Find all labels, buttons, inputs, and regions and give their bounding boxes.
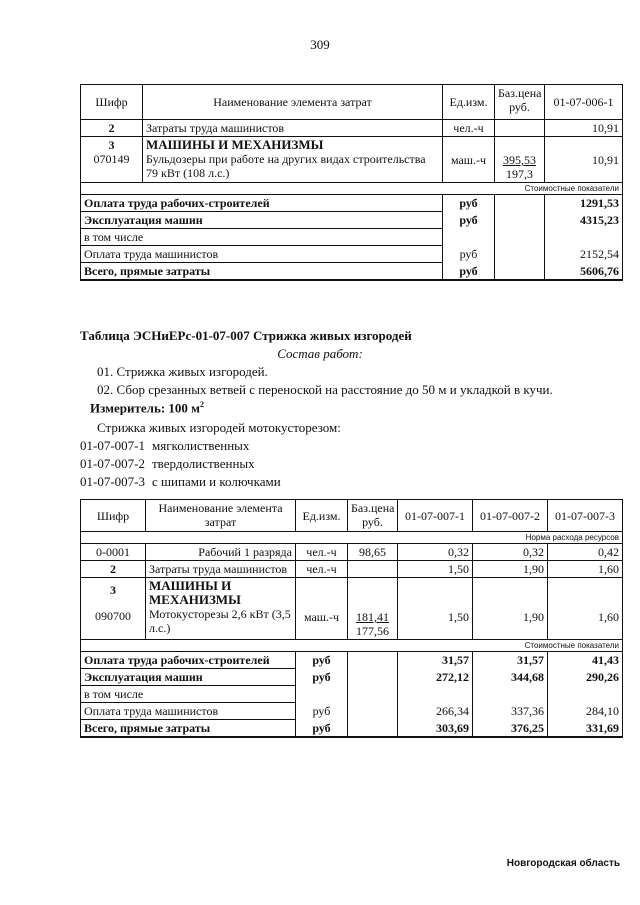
header-base-price: Баз.цена руб. xyxy=(495,85,545,120)
page-number: 309 xyxy=(310,37,330,52)
header-code: Шифр xyxy=(81,500,146,532)
region-footer: Новгородская область xyxy=(506,858,620,869)
cost-name: Оплата труда рабочих-строителей xyxy=(81,195,443,212)
cost-indicators-note: Стоимостные показатели xyxy=(81,183,623,195)
cost-row xyxy=(81,720,623,738)
table-title: Таблица ЭСНиЕРс-01-07-007 Стрижка живых изгородей xyxy=(80,328,412,343)
intro-text: Стрижка живых изгородей мотокусторезом: xyxy=(97,420,341,435)
cost-name: Оплата труда машинистов xyxy=(81,246,443,263)
cost-unit: руб xyxy=(296,669,348,686)
cost-name: Оплата труда машинистов xyxy=(81,703,296,720)
cost-name: Эксплуатация машин xyxy=(81,212,443,229)
section-heading: МАШИНЫ И МЕХАНИЗМЫ xyxy=(146,137,324,152)
row-value-3: 1,60 xyxy=(548,561,623,578)
row-value-1: 1,50 xyxy=(398,561,473,578)
cost-value-1: 272,12 xyxy=(398,669,473,686)
cost-value-2: 337,36 xyxy=(473,703,548,720)
cost-value-3 xyxy=(548,686,623,703)
resource-norm-note: Норма расхода ресурсов xyxy=(81,532,623,544)
cost-row xyxy=(81,195,623,212)
row-name: Бульдозеры при работе на других видах строительства 79 кВт (108 л.с.) xyxy=(146,152,426,180)
cost-value-3: 331,69 xyxy=(548,720,623,738)
row-price: 395,53 xyxy=(503,153,536,167)
cost-value-3: 41,43 xyxy=(548,652,623,669)
cost-row xyxy=(81,212,623,229)
cost-unit: руб xyxy=(296,652,348,669)
cost-name: Всего, прямые затраты xyxy=(81,720,296,738)
table-header-row xyxy=(81,500,623,532)
row-unit: чел.-ч xyxy=(296,544,348,561)
variant-item xyxy=(80,456,281,474)
cost-rows xyxy=(81,652,623,738)
cost-value-1: 266,34 xyxy=(398,703,473,720)
row-unit: чел.-ч xyxy=(443,120,495,137)
row-name: Затраты труда машинистов xyxy=(146,561,296,578)
row-code: 3 xyxy=(110,583,116,597)
row-value-1: 0,32 xyxy=(398,544,473,561)
resource-table-01-07-006 xyxy=(80,84,623,281)
cost-value: 1291,53 xyxy=(545,195,623,212)
cost-value: 5606,76 xyxy=(545,263,623,281)
row-code: 2 xyxy=(81,120,143,137)
cost-value-2: 376,25 xyxy=(473,720,548,738)
variant-name: твердолиственных xyxy=(152,456,255,471)
table-row xyxy=(81,561,623,578)
cost-value-1: 303,69 xyxy=(398,720,473,738)
row-code: 0-0001 xyxy=(81,544,146,561)
cost-row xyxy=(81,652,623,669)
cost-indicators-note: Стоимостные показатели xyxy=(81,640,623,652)
table-row xyxy=(81,120,623,137)
row-value-2: 1,90 xyxy=(473,578,548,640)
row-name: Мотокусторезы 2,6 кВт (3,5 л.с.) xyxy=(149,607,291,635)
resource-table-01-07-007 xyxy=(80,499,623,738)
cost-unit: руб xyxy=(443,195,495,212)
cost-name: Эксплуатация машин xyxy=(81,669,296,686)
header-norm-code-3: 01-07-007-3 xyxy=(548,500,623,532)
cost-unit xyxy=(296,686,348,703)
table-header-row xyxy=(81,85,623,120)
row-code: 3 xyxy=(108,138,115,152)
cost-name: Оплата труда рабочих-строителей xyxy=(81,652,296,669)
cost-unit: руб xyxy=(443,212,495,229)
variant-list xyxy=(80,438,281,492)
cost-row xyxy=(81,246,623,263)
cost-value-1 xyxy=(398,686,473,703)
header-unit: Ед.изм. xyxy=(443,85,495,120)
variant-name: с шипами и колючками xyxy=(152,474,281,489)
cost-row xyxy=(81,669,623,686)
cost-value-2 xyxy=(473,686,548,703)
row-price-2: 177,56 xyxy=(356,624,389,638)
variant-name: мягколиственных xyxy=(152,438,250,453)
header-name: Наименование элемента затрат xyxy=(143,85,443,120)
header-name: Наименование элемента затрат xyxy=(146,500,296,532)
cost-unit: руб xyxy=(443,263,495,281)
table-row xyxy=(81,578,623,640)
cost-value xyxy=(545,229,623,246)
row-value: 10,91 xyxy=(545,137,623,183)
cost-value-3: 284,10 xyxy=(548,703,623,720)
composition-heading: Состав работ: xyxy=(277,346,363,361)
cost-row xyxy=(81,263,623,281)
variant-code: 01-07-007-1 xyxy=(80,438,145,453)
cost-value: 2152,54 xyxy=(545,246,623,263)
header-norm-code: 01-07-006-1 xyxy=(545,85,623,120)
row-value-2: 1,90 xyxy=(473,561,548,578)
cost-name: Всего, прямые затраты xyxy=(81,263,443,281)
cost-row xyxy=(81,686,623,703)
row-value-2: 0,32 xyxy=(473,544,548,561)
work-step-1: 01. Стрижка живых изгородей. xyxy=(97,364,268,379)
cost-value-1: 31,57 xyxy=(398,652,473,669)
work-step-2: 02. Сбор срезанных ветвей с переноской на расстояние до 50 м и укладкой в кучи. xyxy=(97,382,553,397)
cost-value: 4315,23 xyxy=(545,212,623,229)
header-unit: Ед.изм. xyxy=(296,500,348,532)
variant-item xyxy=(80,474,281,492)
row-price: 98,65 xyxy=(348,544,398,561)
table-row xyxy=(81,544,623,561)
row-value-3: 0,42 xyxy=(548,544,623,561)
cost-value-2: 344,68 xyxy=(473,669,548,686)
cost-name: в том числе xyxy=(81,686,296,703)
cost-unit xyxy=(443,229,495,246)
cost-unit: руб xyxy=(296,703,348,720)
header-base-price: Баз.цена руб. xyxy=(348,500,398,532)
variant-item xyxy=(80,438,281,456)
row-price-2: 197,3 xyxy=(506,167,533,181)
cost-unit: руб xyxy=(443,246,495,263)
cost-value-3: 290,26 xyxy=(548,669,623,686)
row-price: 181,41 xyxy=(356,610,389,624)
row-code: 2 xyxy=(81,561,146,578)
row-subcode: 090700 xyxy=(95,609,131,623)
header-code: Шифр xyxy=(81,85,143,120)
variant-code: 01-07-007-3 xyxy=(80,474,145,489)
row-value-1: 1,50 xyxy=(398,578,473,640)
section-heading: МАШИНЫ И МЕХАНИЗМЫ xyxy=(149,578,241,607)
row-value-3: 1,60 xyxy=(548,578,623,640)
row-subcode: 070149 xyxy=(93,152,130,166)
row-name: Рабочий 1 разряда xyxy=(146,544,296,561)
cost-unit: руб xyxy=(296,720,348,738)
cost-name: в том числе xyxy=(81,229,443,246)
row-unit: маш.-ч xyxy=(443,137,495,183)
variant-code: 01-07-007-2 xyxy=(80,456,145,471)
row-value: 10,91 xyxy=(545,120,623,137)
cost-row xyxy=(81,229,623,246)
row-name: Затраты труда машинистов xyxy=(143,120,443,137)
cost-value-2: 31,57 xyxy=(473,652,548,669)
header-norm-code-2: 01-07-007-2 xyxy=(473,500,548,532)
table-row xyxy=(81,137,623,183)
cost-row xyxy=(81,703,623,720)
row-unit: чел.-ч xyxy=(296,561,348,578)
row-unit: маш.-ч xyxy=(296,578,348,640)
meter-label: Измеритель: 100 $м^2$ xyxy=(90,400,205,416)
cost-rows xyxy=(81,195,623,281)
header-norm-code-1: 01-07-007-1 xyxy=(398,500,473,532)
